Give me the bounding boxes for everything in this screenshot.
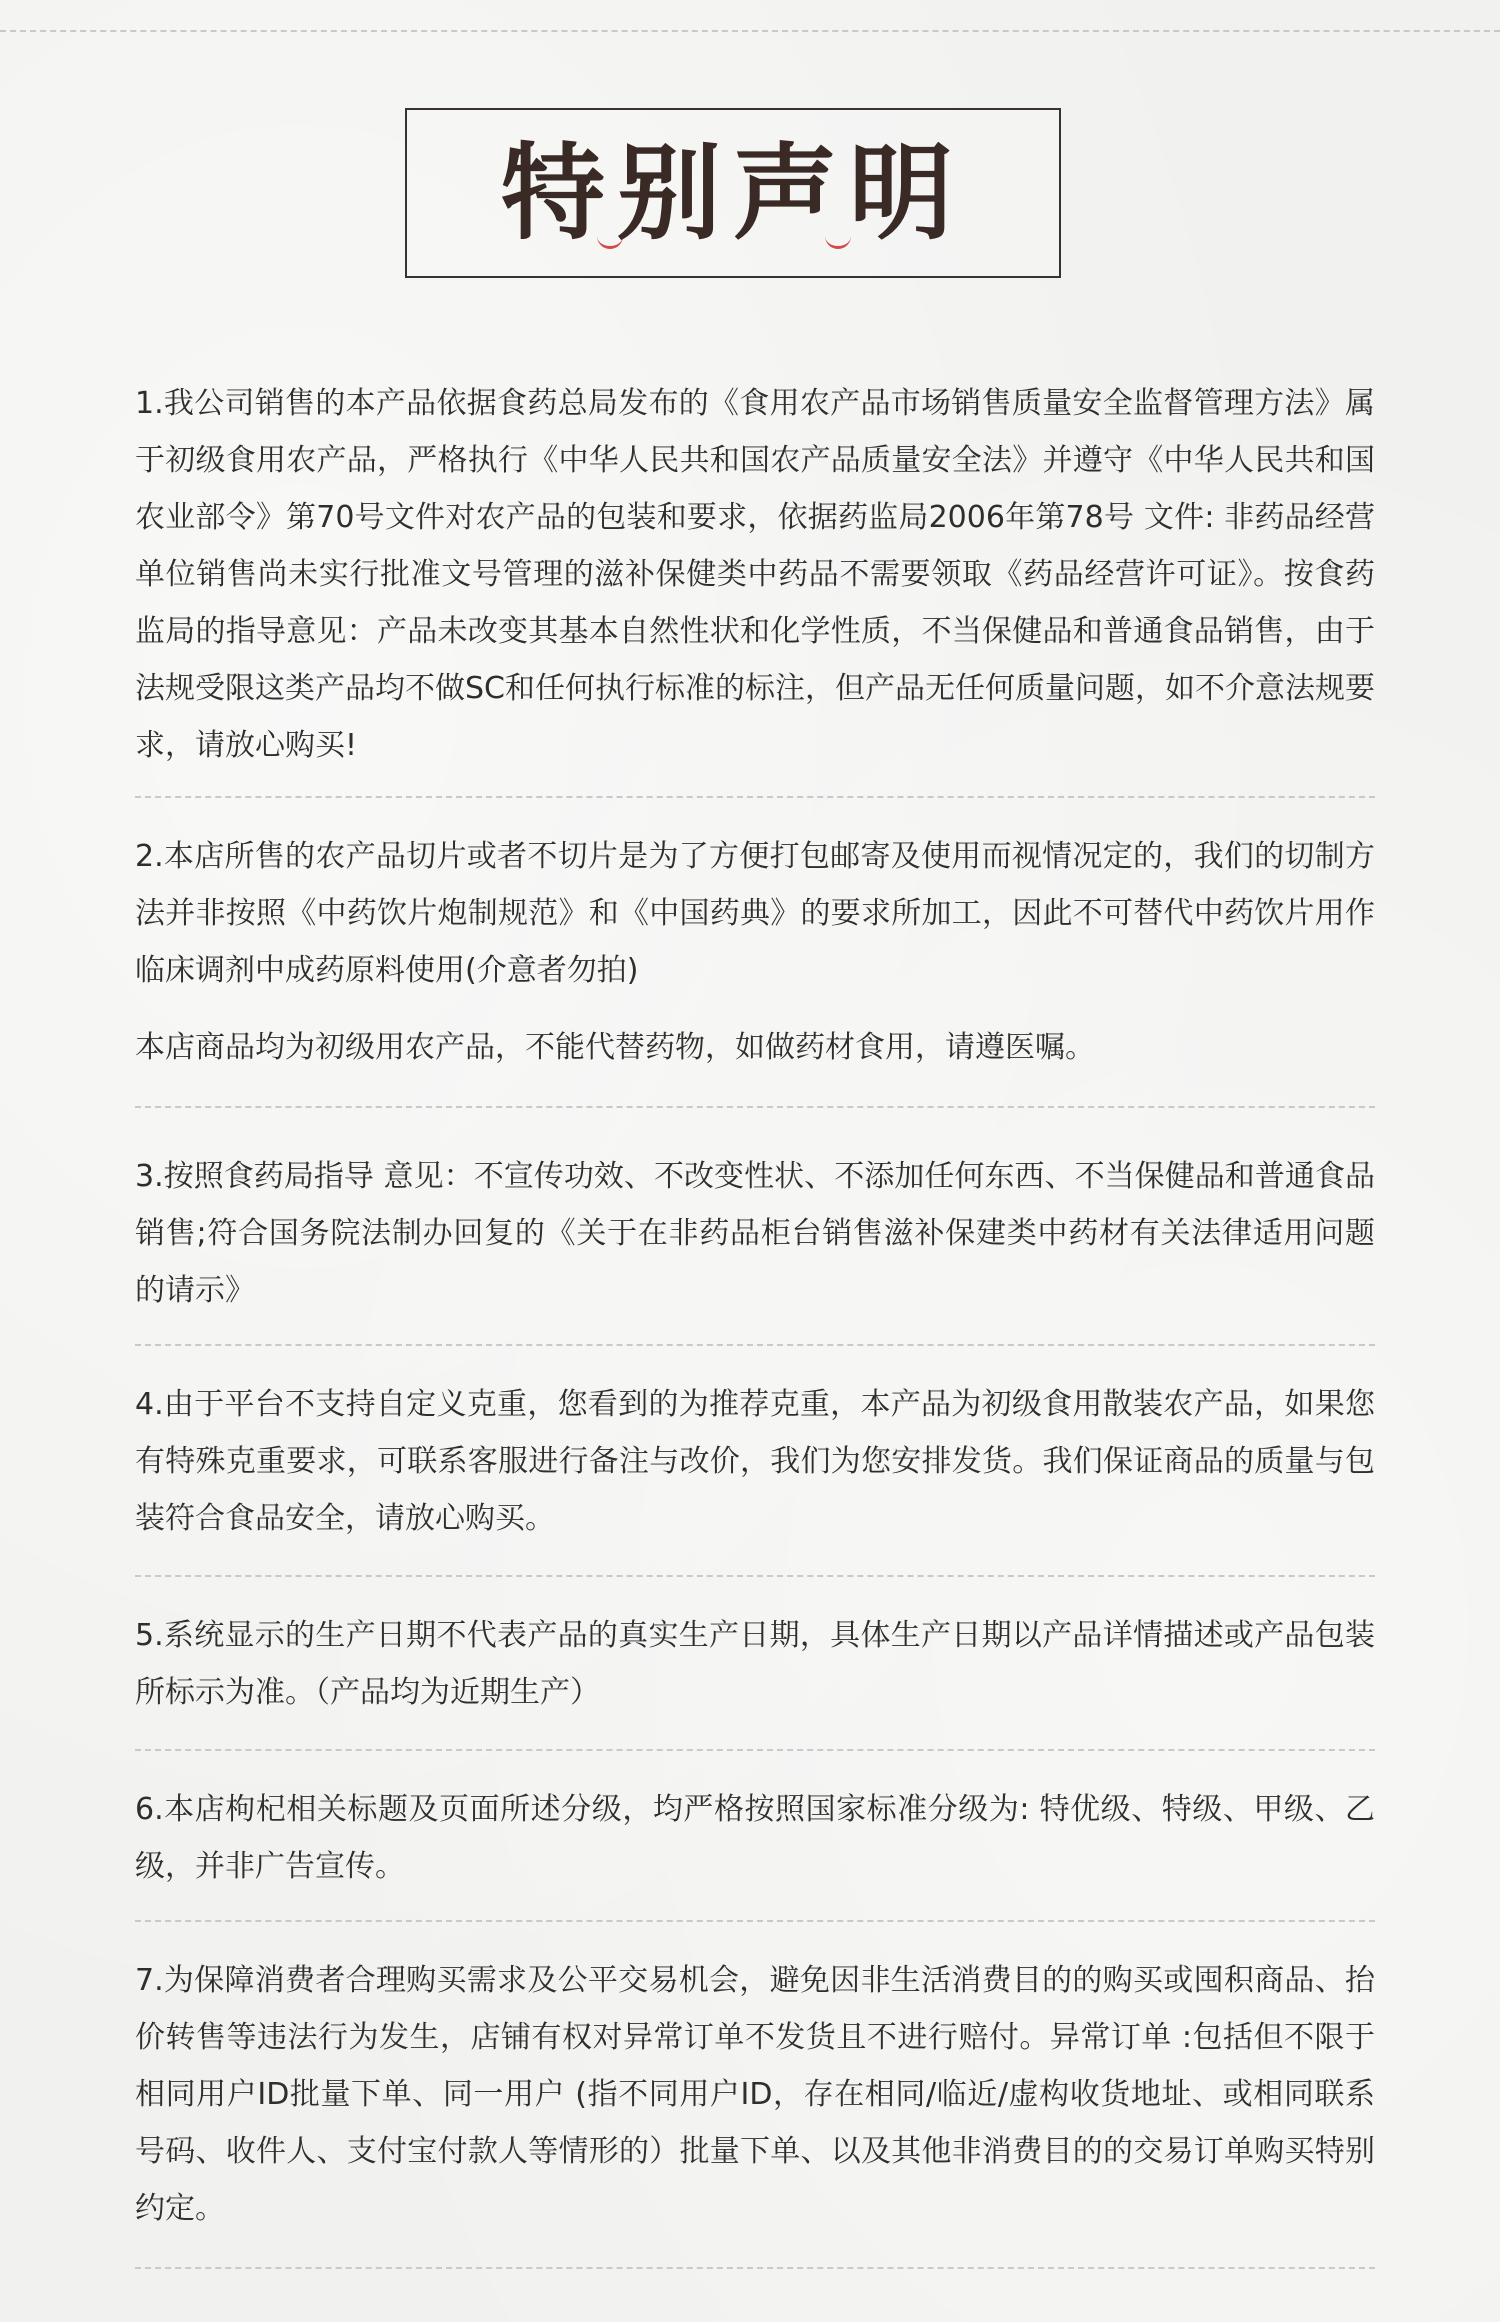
statement-paragraph: 1.我公司销售的本产品依据食药总局发布的《食用农产品市场销售质量安全监督管理方法》属于初级食用农产品，严格执行《中华人民共和国农产品质量安全法》并遵守《中华人民共和国农业部令》第70号文件对农产品的包装和要求，依据药监局2006年第78号 文件: 非药品经营单位销售尚未实行批准文号管理的滋补保健类中药品不需要领取《药品经营许可证》。按食药监局的指导意见：产品未改变其基本自然性状和化学性质，不当保健品和普通食品销售，由于法规受限这类产品均不做SC和任何执行标准的标注，但产品无任何质量问题，如不介意法规要求，请放心购买! (135, 386, 1375, 763)
statement-paragraph: 6.本店枸杞相关标题及页面所述分级，均严格按照国家标准分级为: 特优级、特级、甲级、乙级，并非广告宣传。 (135, 1792, 1375, 1884)
statement-paragraph: 2.本店所售的农产品切片或者不切片是为了方便打包邮寄及使用而视情况定的，我们的切制方法并非按照《中药饮片炮制规范》和《中国药典》的要求所加工，因此不可替代中药饮片用作临床调剂中成药原料使用(介意者勿拍) (135, 839, 1375, 988)
statement-paragraph: 本店商品均为初级用农产品，不能代替药物，如做药材食用，请遵医嘱。 (135, 1030, 1095, 1065)
statement-section-7 (135, 1922, 1375, 2267)
statement-section-2 (135, 798, 1375, 1106)
statement-paragraph: 3.按照食药局指导 意见：不宣传功效、不改变性状、不添加任何东西、不当保健品和普通食品销售;符合国务院法制办回复的《关于在非药品柜台销售滋补保建类中药材有关法律适用问题的请示》 (135, 1159, 1375, 1308)
statement-section-1 (135, 375, 1375, 796)
statement-paragraph: 5.系统显示的生产日期不代表产品的真实生产日期，具体生产日期以产品详情描述或产品包装所标示为准。（产品均为近期生产） (135, 1618, 1375, 1710)
section-divider (135, 2267, 1375, 2269)
statement-section-5 (135, 1577, 1375, 1749)
title-frame (405, 108, 1061, 278)
statement-section-6 (135, 1751, 1375, 1920)
page-title: 特别声明 (500, 131, 965, 254)
top-divider (0, 30, 1500, 32)
statement-paragraph: 4.由于平台不支持自定义克重，您看到的为推荐克重，本产品为初级食用散装农产品，如果您有特殊克重要求，可联系客服进行备注与改价，我们为您安排发货。我们保证商品的质量与包装符合食品安全，请放心购买。 (135, 1387, 1375, 1536)
statement-content (135, 375, 1375, 2269)
statement-section-4 (135, 1346, 1375, 1575)
statement-section-3 (135, 1108, 1375, 1344)
statement-paragraph: 7.为保障消费者合理购买需求及公平交易机会，避免因非生活消费目的的购买或囤积商品、抬价转售等违法行为发生，店铺有权对异常订单不发货且不进行赔付。异常订单 :包括但不限于相同用户ID批量下单、同一用户 (指不同用户ID，存在相同/临近/虚构收货地址、或相同联系号码、收件人、支付宝付款人等情形的）批量下单、以及其他非消费目的的交易订单购买特别约定。 (135, 1963, 1375, 2226)
